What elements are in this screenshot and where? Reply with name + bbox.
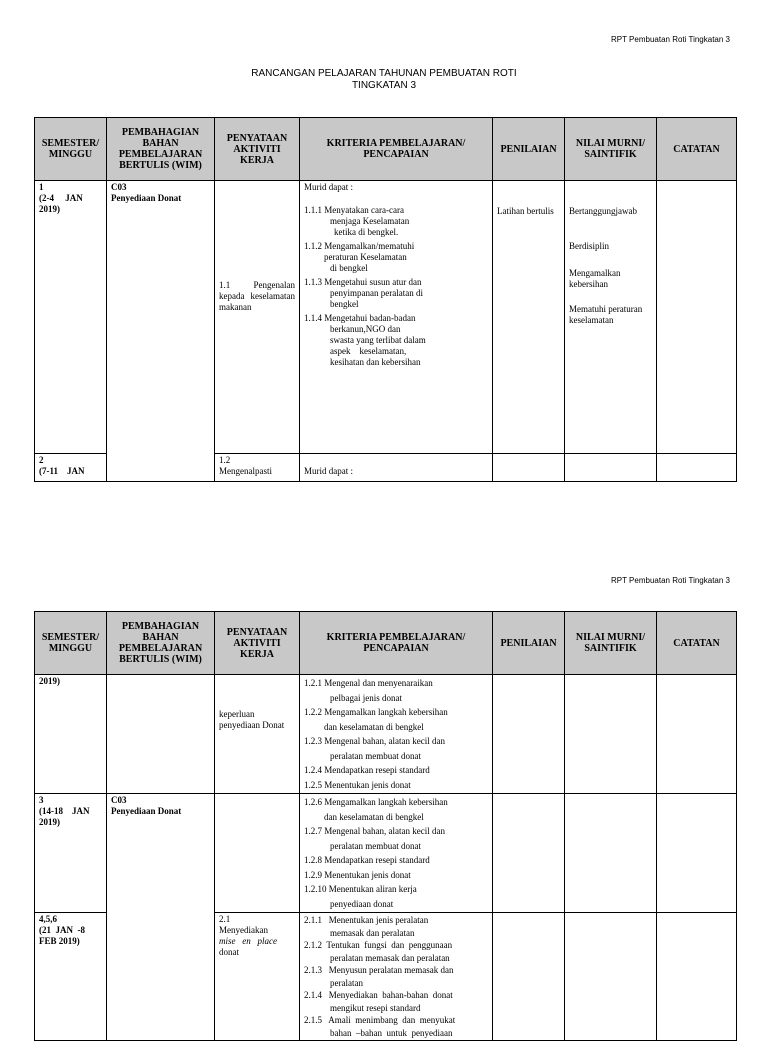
header-catatan: CATATAN: [657, 118, 737, 181]
pembahagian-cell: [107, 794, 215, 1041]
semester-cell: [35, 181, 107, 454]
running-header: RPT Pembuatan Roti Tingkatan 3: [610, 576, 730, 585]
header-pembahagian: PEMBAHAGIAN BAHAN PEMBELAJARAN BERTULIS (WIM): [107, 118, 215, 181]
value-item: Bertanggungjawab: [569, 206, 637, 216]
activity-number: 2.1: [219, 914, 231, 924]
criteria-item: 1.2.2 Mengamalkan langkah kebersihan: [304, 707, 448, 717]
criteria-item: peralatan: [330, 977, 363, 988]
values-cell: [565, 454, 657, 482]
criteria-item: di bengkel: [330, 263, 368, 273]
value-item: Berdisiplin: [569, 241, 609, 251]
criteria-cell: [300, 181, 493, 454]
criteria-item: peralatan memasak dan peralatan: [330, 952, 450, 963]
criteria-item: 1.1.1 Menyatakan cara-cara: [304, 205, 404, 215]
criteria-item: 1.2.3 Mengenal bahan, alatan kecil dan: [304, 736, 445, 746]
pembahagian-cell: [107, 675, 215, 794]
criteria-intro: Murid dapat :: [304, 466, 353, 476]
activity-text: Menyediakan: [219, 925, 268, 935]
values-cell: [565, 794, 657, 913]
document-title: [0, 68, 768, 92]
week-year: 2019): [39, 204, 60, 214]
week-year: 2019): [39, 676, 60, 686]
rpt-table-page-2: [34, 611, 737, 1041]
value-item: Mengamalkan kebersihan: [569, 268, 621, 289]
criteria-item: 1.2.6 Mengamalkan langkah kebersihan: [304, 797, 448, 807]
header-semester: SEMESTER/ MINGGU: [35, 612, 107, 675]
criteria-item: 1.2.10 Menentukan aliran kerja: [304, 884, 417, 894]
header-penilaian: PENILAIAN: [493, 612, 565, 675]
activity-cell: [215, 675, 300, 794]
activity-text: keperluan penyediaan Donat: [219, 709, 285, 730]
criteria-item: 1.2.5 Menentukan jenis donat: [304, 779, 411, 790]
criteria-item: 2.1.1 Menentukan jenis peralatan: [304, 915, 429, 925]
criteria-cell: [300, 454, 493, 482]
week-number: 1: [39, 182, 44, 192]
criteria-item: 2.1.3 Menyusun peralatan memasak dan: [304, 965, 454, 975]
header-semester: SEMESTER/ MINGGU: [35, 118, 107, 181]
week-dates: (7-11 JAN: [39, 466, 85, 476]
header-penilaian: PENILAIAN: [493, 118, 565, 181]
catatan-cell: [657, 913, 737, 1041]
value-item: Mematuhi peraturan keselamatan: [569, 304, 643, 325]
week-dates: (14-18 JAN: [39, 806, 90, 816]
week-number: 4,5,6: [39, 914, 57, 924]
criteria-item: 2.1.2 Tentukan fungsi dan penggunaan: [304, 940, 453, 950]
criteria-item: 1.2.7 Mengenal bahan, alatan kecil dan: [304, 826, 445, 836]
criteria-item: dan keselamatan di bengkel: [324, 721, 424, 732]
header-nilai: NILAI MURNI/ SAINTIFIK: [565, 612, 657, 675]
week-dates: (2-4 JAN: [39, 193, 83, 203]
assessment-cell: [493, 794, 565, 913]
semester-cell: [35, 913, 107, 1041]
criteria-item: memasak dan peralatan: [330, 927, 415, 938]
header-row: [35, 118, 737, 181]
criteria-item: dan keselamatan di bengkel: [324, 811, 424, 822]
criteria-item: berkanun,NGO dan: [330, 324, 401, 334]
pembahagian-cell: [107, 181, 215, 482]
unit-topic: Penyediaan Donat: [111, 193, 182, 203]
week-number: 2: [39, 455, 44, 465]
criteria-item: kesihatan dan kebersihan: [330, 357, 421, 367]
rpt-table-page-1: [34, 117, 737, 482]
activity-cell: [215, 913, 300, 1041]
criteria-item: bahan –bahan untuk penyediaan: [330, 1027, 453, 1038]
unit-topic: Penyediaan Donat: [111, 806, 182, 816]
criteria-cell: [300, 675, 493, 794]
header-row: [35, 612, 737, 675]
semester-cell: [35, 794, 107, 913]
week-dates: (21 JAN -8: [39, 925, 85, 935]
criteria-item: aspek keselamatan,: [330, 346, 407, 356]
header-penyataan: PENYATAAN AKTIVITI KERJA: [215, 612, 300, 675]
criteria-item: 1.2.8 Mendapatkan resepi standard: [304, 855, 430, 865]
criteria-item: peraturan Keselamatan: [324, 252, 407, 262]
criteria-item: 1.1.2 Mengamalkan/mematuhi: [304, 241, 415, 251]
criteria-item: bengkel: [330, 299, 359, 309]
criteria-item: 1.2.4 Mendapatkan resepi standard: [304, 765, 430, 775]
unit-code: C03: [111, 795, 127, 805]
catatan-cell: [657, 675, 737, 794]
criteria-item: 2.1.5 Amali menimbang dan menyukat: [304, 1015, 456, 1025]
catatan-cell: [657, 454, 737, 482]
assessment-cell: [493, 675, 565, 794]
criteria-item: 1.2.9 Menentukan jenis donat: [304, 869, 411, 880]
criteria-cell: [300, 913, 493, 1041]
values-cell: [565, 913, 657, 1041]
criteria-item: pelbagai jenis donat: [330, 692, 402, 703]
criteria-intro: Murid dapat :: [304, 182, 353, 192]
criteria-item: mengikut resepi standard: [330, 1002, 421, 1013]
table-row: [35, 794, 737, 913]
running-header: RPT Pembuatan Roti Tingkatan 3: [610, 35, 730, 44]
criteria-item: peralatan membuat donat: [330, 750, 421, 761]
criteria-item: 2.1.4 Menyediakan bahan-bahan donat: [304, 990, 453, 1000]
activity-cell: [215, 794, 300, 913]
header-catatan: CATATAN: [657, 612, 737, 675]
activity-number: 1.2: [219, 455, 231, 465]
activity-text: 1.1 Pengenalan kepada keselamatan makanan: [219, 280, 295, 312]
criteria-item: 1.2.1 Mengenal dan menyenaraikan: [304, 678, 433, 688]
assessment-text: Latihan bertulis: [497, 206, 554, 216]
title-line-2: TINGKATAN 3: [351, 80, 417, 91]
catatan-cell: [657, 181, 737, 454]
criteria-item: swasta yang terlibat dalam: [330, 335, 426, 345]
values-cell: [565, 675, 657, 794]
activity-text: Mengenalpasti: [219, 466, 272, 476]
week-number: 3: [39, 795, 44, 805]
header-nilai: NILAI MURNI/ SAINTIFIK: [565, 118, 657, 181]
activity-italic: mise en place: [219, 936, 277, 946]
title-line-1: RANCANGAN PELAJARAN TAHUNAN PEMBUATAN ROTI: [251, 68, 517, 79]
assessment-cell: [493, 181, 565, 454]
criteria-item: 1.1.4 Mengetahui badan-badan: [304, 313, 416, 323]
page-2: [0, 540, 768, 1038]
week-year: FEB 2019): [39, 936, 80, 946]
assessment-cell: [493, 913, 565, 1041]
criteria-item: penyimpanan peralatan di: [330, 288, 423, 298]
criteria-item: menjaga Keselamatan: [330, 216, 410, 226]
activity-cell: [215, 181, 300, 454]
header-kriteria: KRITERIA PEMBELAJARAN/ PENCAPAIAN: [300, 612, 493, 675]
catatan-cell: [657, 794, 737, 913]
semester-cell: [35, 454, 107, 482]
assessment-cell: [493, 454, 565, 482]
unit-code: C03: [111, 182, 127, 192]
criteria-item: peralatan membuat donat: [330, 840, 421, 851]
semester-cell: [35, 675, 107, 794]
criteria-item: 1.1.3 Mengetahui susun atur dan: [304, 277, 422, 287]
header-penyataan: PENYATAAN AKTIVITI KERJA: [215, 118, 300, 181]
criteria-item: ketika di bengkel.: [334, 227, 399, 237]
week-year: 2019): [39, 817, 60, 827]
table-row: [35, 675, 737, 794]
page-1: [0, 0, 768, 492]
header-kriteria: KRITERIA PEMBELAJARAN/ PENCAPAIAN: [300, 118, 493, 181]
activity-cell: [215, 454, 300, 482]
activity-text-end: donat: [219, 947, 239, 957]
criteria-item: penyediaan donat: [330, 898, 394, 909]
table-row: [35, 181, 737, 454]
header-pembahagian: PEMBAHAGIAN BAHAN PEMBELAJARAN BERTULIS (WIM): [107, 612, 215, 675]
criteria-cell: [300, 794, 493, 913]
values-cell: [565, 181, 657, 454]
